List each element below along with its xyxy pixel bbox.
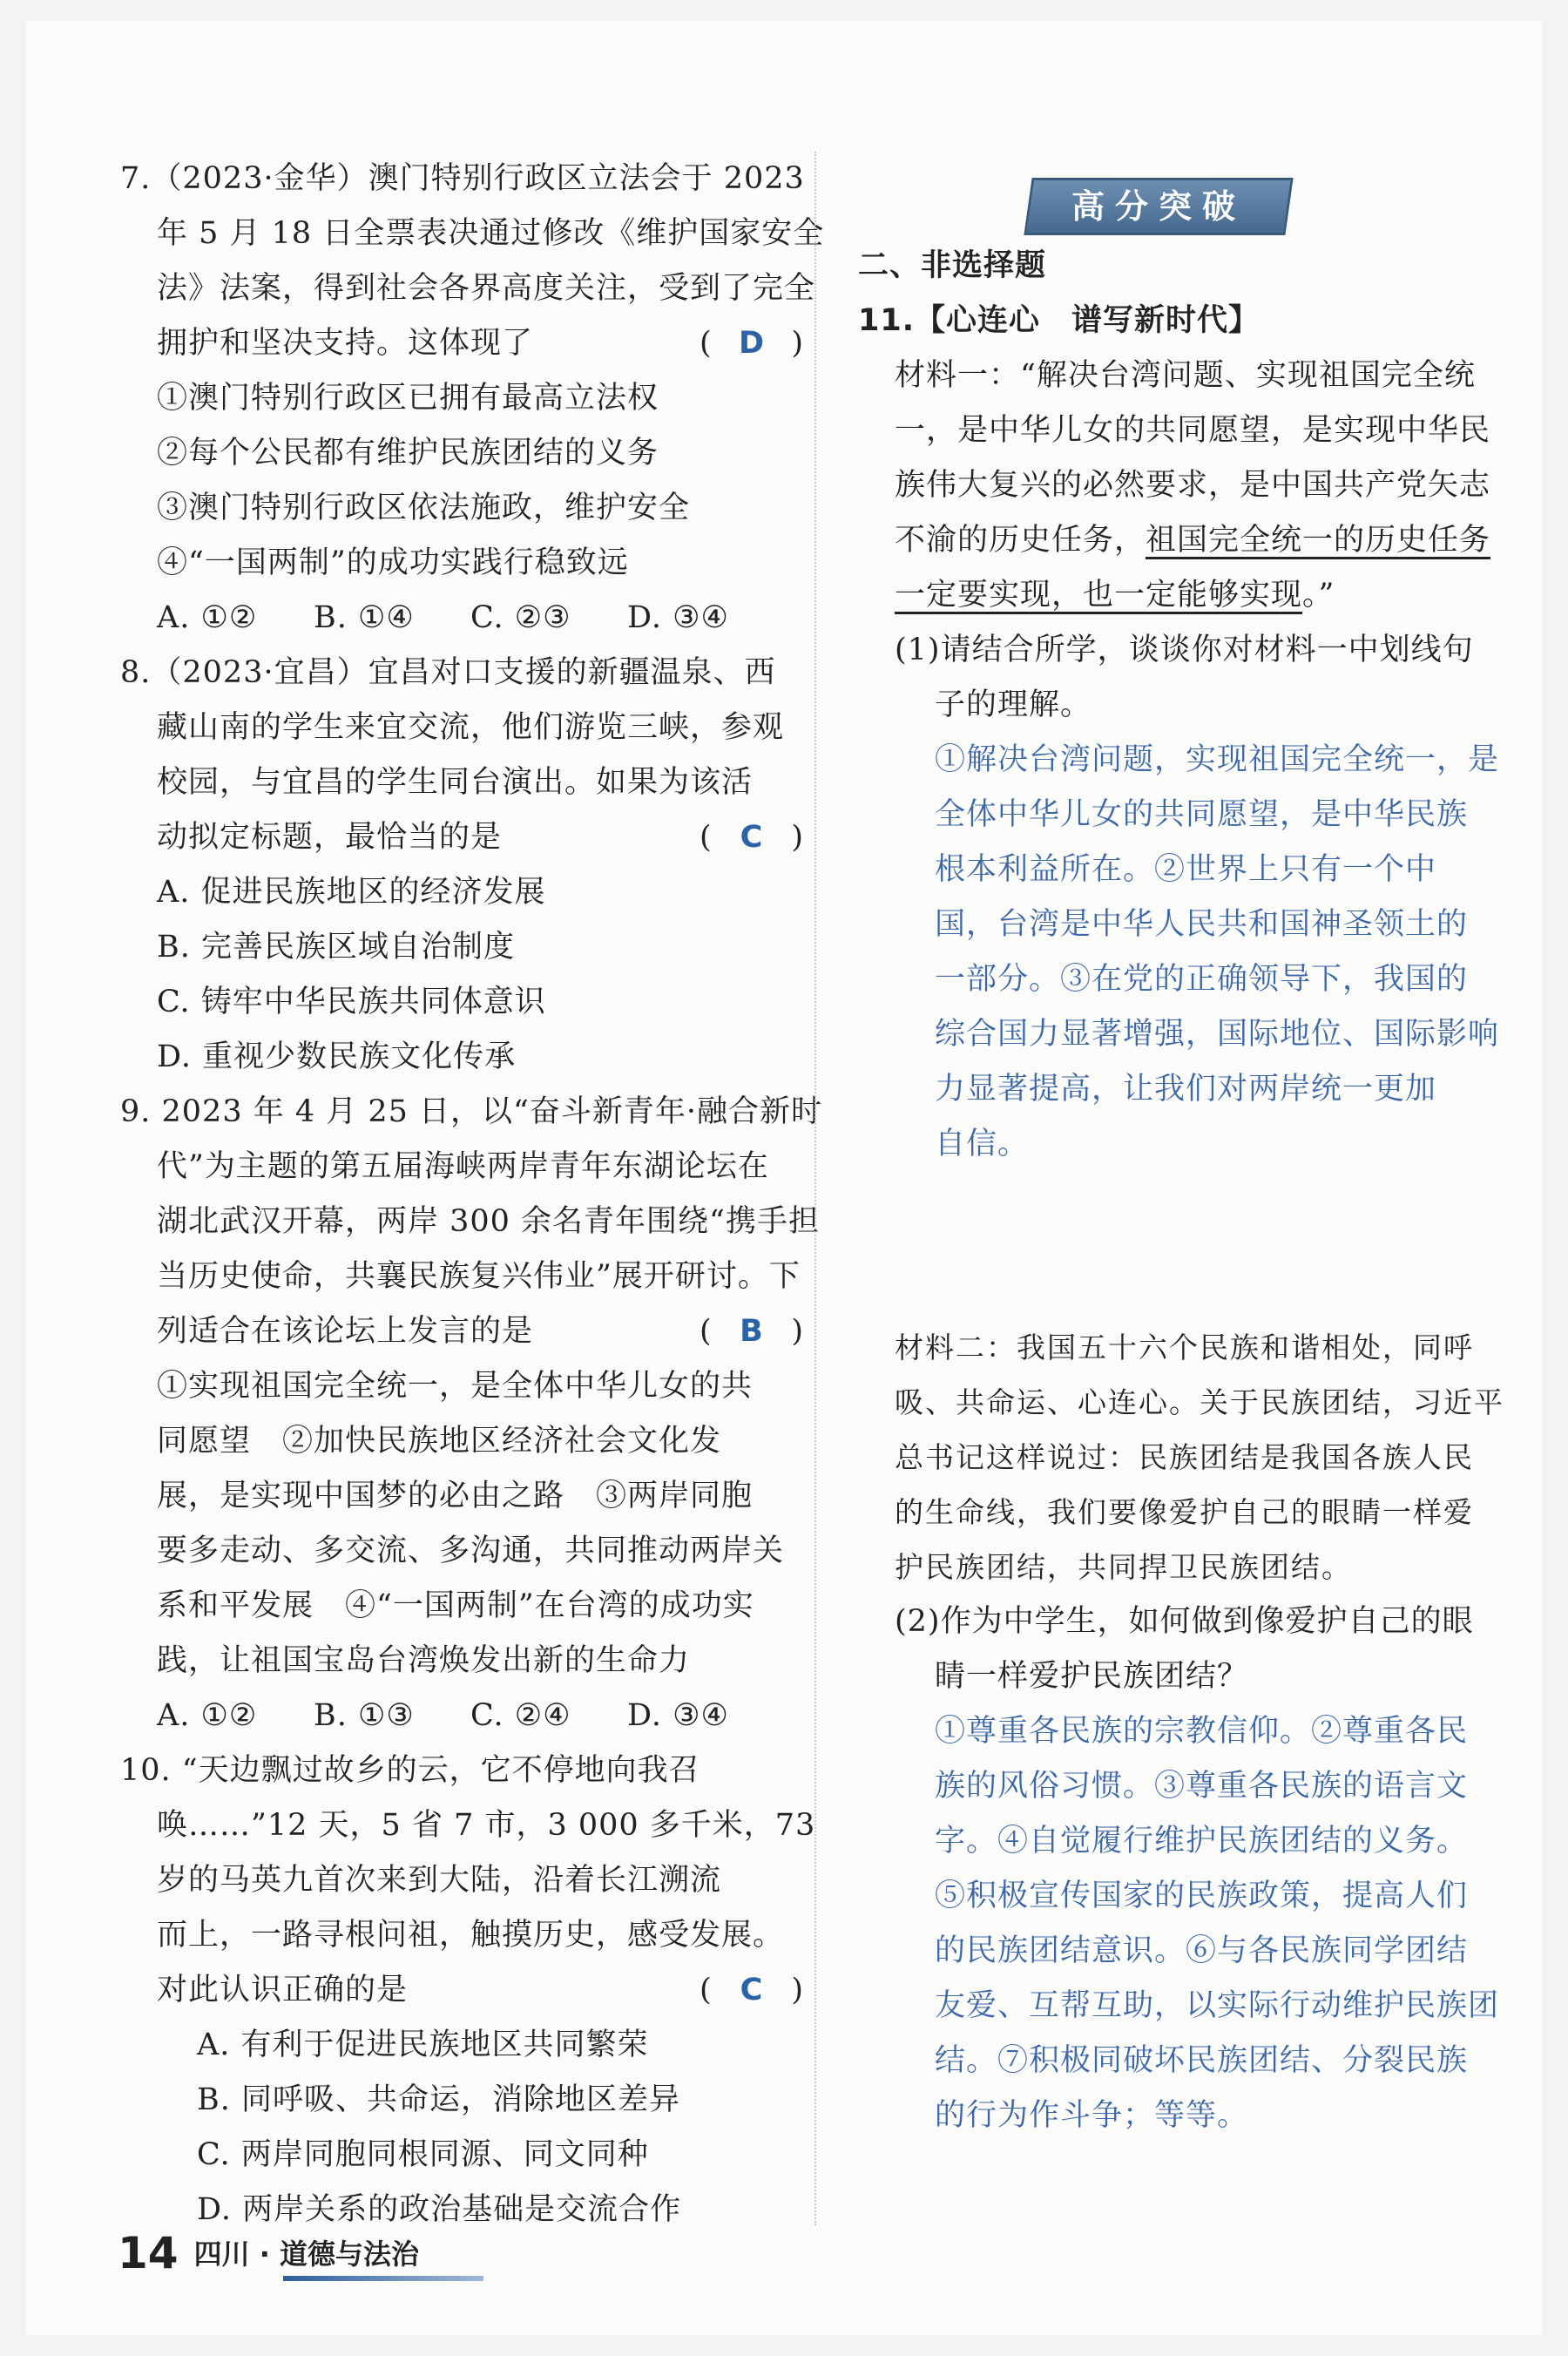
answer-bracket: ( C )	[700, 810, 804, 865]
answer-1-line: 自信。	[935, 1127, 1030, 1161]
question-text-line: 湖北武汉开幕，两岸 300 余名青年围绕“携手担	[157, 1204, 820, 1239]
question-text-line: 而上，一路寻根问祖，触摸历史，感受发展。	[157, 1918, 785, 1953]
section-heading: 二、非选择题	[858, 248, 1047, 283]
answer-2-line: 字。④自觉履行维护民族团结的义务。	[935, 1824, 1469, 1858]
statement-item: 同愿望 ②加快民族地区经济社会文化发	[157, 1424, 722, 1459]
question-11-title: 11.【心连心 谱写新时代】	[858, 303, 1260, 338]
question-text-line: 唤……”12 天，5 省 7 市，3 000 多千米，73	[157, 1808, 816, 1843]
option-b: B. ①④	[314, 600, 415, 635]
answer-bracket: ( B )	[700, 1304, 804, 1359]
answer-bracket: ( D )	[700, 316, 804, 371]
option-c: C. ②④	[470, 1698, 571, 1733]
banner-title: 高分突破	[1071, 187, 1246, 226]
material-2-line: 护民族团结，共同捍卫民族团结。	[895, 1550, 1352, 1584]
material-2-line: 总书记这样说过：民族团结是我国各族人民	[895, 1440, 1474, 1474]
option-d: D. 两岸关系的政治基础是交流合作	[197, 2192, 682, 2227]
question-text-line: 代”为主题的第五届海峡两岸青年东湖论坛在	[157, 1149, 769, 1184]
answer-letter: B	[740, 1314, 764, 1349]
underlined-sentence: 祖国完全统一的历史任务	[1146, 523, 1491, 558]
answer-1-line: 根本利益所在。②世界上只有一个中	[935, 852, 1437, 887]
option-a: A. 促进民族地区的经济发展	[157, 875, 546, 910]
material-1-line: 一定要实现，也一定能够实现。”	[895, 578, 1335, 613]
question-text-line: 8.（2023·宜昌）宜昌对口支援的新疆温泉、西	[120, 655, 776, 690]
question-text-line: 岁的马英九首次来到大陆，沿着长江溯流	[157, 1863, 722, 1898]
workbook-page	[26, 21, 1542, 2335]
material-1-line: 不渝的历史任务，祖国完全统一的历史任务	[895, 523, 1491, 558]
question-text-line: 当历史使命，共襄民族复兴伟业”展开研讨。下	[157, 1259, 801, 1294]
sub-question-2: 睛一样爱护民族团结？	[935, 1659, 1249, 1694]
question-text-line: 9. 2023 年 4 月 25 日，以“奋斗新青年·融合新时	[120, 1094, 823, 1129]
option-c: C. ②③	[470, 600, 571, 635]
subject-label: 四川 · 道德与法治	[193, 2238, 420, 2271]
material-2-line: 材料二：我国五十六个民族和谐相处，同呼	[895, 1330, 1474, 1364]
answer-letter: C	[740, 820, 764, 855]
question-text-line: 藏山南的学生来宜交流，他们游览三峡，参观	[157, 710, 785, 745]
option-c: C. 两岸同胞同根同源、同文同种	[197, 2137, 649, 2172]
answer-2-line: 友爱、互帮互助，以实际行动维护民族团	[935, 1988, 1500, 2023]
option-d: D. ③④	[627, 1698, 729, 1733]
answer-2-line: 的行为作斗争；等等。	[935, 2098, 1249, 2133]
blank-space	[858, 1172, 1485, 1320]
answer-1-line: 全体中华儿女的共同愿望，是中华民族	[935, 797, 1469, 832]
option-b: B. ①③	[314, 1698, 415, 1733]
answer-1-line: 综合国力显著增强，国际地位、国际影响	[935, 1017, 1500, 1052]
page-footer	[118, 2225, 419, 2278]
section-banner	[1028, 178, 1289, 235]
question-text-line: 法》法案，得到社会各界高度关注，受到了完全	[157, 271, 816, 306]
statement-item: 践，让祖国宝岛台湾焕发出新的生命力	[157, 1643, 691, 1678]
question-text-line: 列适合在该论坛上发言的是 ( B )	[120, 1304, 804, 1359]
question-text-line: 对此认识正确的是 ( C )	[120, 1963, 804, 2018]
statement-item: 要多走动、多交流、多沟通，共同推动两岸关	[157, 1533, 785, 1568]
sub-question-1: (1)请结合所学，谈谈你对材料一中划线句	[895, 633, 1474, 667]
statement-item: ④“一国两制”的成功实践行稳致远	[157, 545, 629, 580]
sub-question-1: 子的理解。	[935, 687, 1092, 722]
option-d: D. ③④	[627, 600, 729, 635]
question-10	[120, 1743, 816, 2238]
question-9	[120, 1085, 823, 1743]
options-row	[120, 1689, 804, 1743]
question-8	[120, 646, 804, 1085]
option-a: A. ①②	[157, 600, 258, 635]
question-text-line: 拥护和坚决支持。这体现了 ( D )	[120, 316, 804, 371]
statement-item: ①实现祖国完全统一，是全体中华儿女的共	[157, 1369, 754, 1404]
statement-item: ②每个公民都有维护民族团结的义务	[157, 436, 659, 471]
left-column	[120, 152, 825, 2238]
footer-accent-bar	[283, 2276, 483, 2281]
option-b: B. 同呼吸、共命运，消除地区差异	[197, 2082, 680, 2117]
answer-2-line: 结。⑦积极同破坏民族团结、分裂民族	[935, 2043, 1469, 2078]
right-column	[858, 239, 1504, 2143]
answer-letter: D	[738, 326, 766, 361]
option-a: A. 有利于促进民族地区共同繁荣	[197, 2028, 649, 2062]
material-1-line: 一，是中华儿女的共同愿望，是实现中华民	[895, 413, 1491, 448]
option-d: D. 重视少数民族文化传承	[157, 1039, 517, 1074]
option-a: A. ①②	[157, 1698, 258, 1733]
answer-1-line: 力显著提高，让我们对两岸统一更加	[935, 1072, 1437, 1107]
question-text-line: 7.（2023·金华）澳门特别行政区立法会于 2023	[120, 161, 805, 196]
material-1-line: 材料一：“解决台湾问题、实现祖国完全统	[895, 358, 1476, 393]
answer-2-line: ①尊重各民族的宗教信仰。②尊重各民	[935, 1714, 1469, 1749]
answer-1-line: ①解决台湾问题，实现祖国完全统一，是	[935, 742, 1500, 777]
material-1-line: 族伟大复兴的必然要求，是中国共产党矢志	[895, 468, 1491, 503]
statement-item: ①澳门特别行政区已拥有最高立法权	[157, 381, 659, 416]
answer-letter: C	[740, 1973, 764, 2007]
answer-2-line: 族的风俗习惯。③尊重各民族的语言文	[935, 1769, 1469, 1804]
statement-item: 系和平发展 ④“一国两制”在台湾的成功实	[157, 1588, 754, 1623]
question-text-line: 年 5 月 18 日全票表决通过修改《维护国家安全	[157, 216, 825, 251]
answer-bracket: ( C )	[700, 1963, 804, 2018]
question-text-line: 校园，与宜昌的学生同台演出。如果为该活	[157, 765, 754, 800]
column-divider	[814, 152, 816, 2225]
answer-2-line: ⑤积极宣传国家的民族政策，提高人们	[935, 1879, 1469, 1913]
material-2-line: 的生命线，我们要像爱护自己的眼睛一样爱	[895, 1495, 1474, 1529]
question-text-line: 动拟定标题，最恰当的是 ( C )	[120, 810, 804, 865]
sub-question-2: (2)作为中学生，如何做到像爱护自己的眼	[895, 1604, 1474, 1639]
statement-item: ③澳门特别行政区依法施政，维护安全	[157, 491, 691, 525]
statement-item: 展，是实现中国梦的必由之路 ③两岸同胞	[157, 1479, 754, 1513]
material-2-line: 吸、共命运、心连心。关于民族团结，习近平	[895, 1385, 1504, 1419]
option-b: B. 完善民族区域自治制度	[157, 930, 515, 965]
page-number: 14	[118, 2228, 179, 2278]
answer-2-line: 的民族团结意识。⑥与各民族同学团结	[935, 1933, 1469, 1968]
answer-1-line: 国，台湾是中华人民共和国神圣领土的	[935, 907, 1469, 942]
options-row	[120, 591, 804, 646]
question-text-line: 10. “天边飘过故乡的云，它不停地向我召	[120, 1753, 700, 1788]
question-7	[120, 152, 825, 646]
option-c: C. 铸牢中华民族共同体意识	[157, 985, 546, 1019]
underlined-sentence: 一定要实现，也一定能够实现	[895, 578, 1303, 613]
answer-1-line: 一部分。③在党的正确领导下，我国的	[935, 962, 1469, 997]
